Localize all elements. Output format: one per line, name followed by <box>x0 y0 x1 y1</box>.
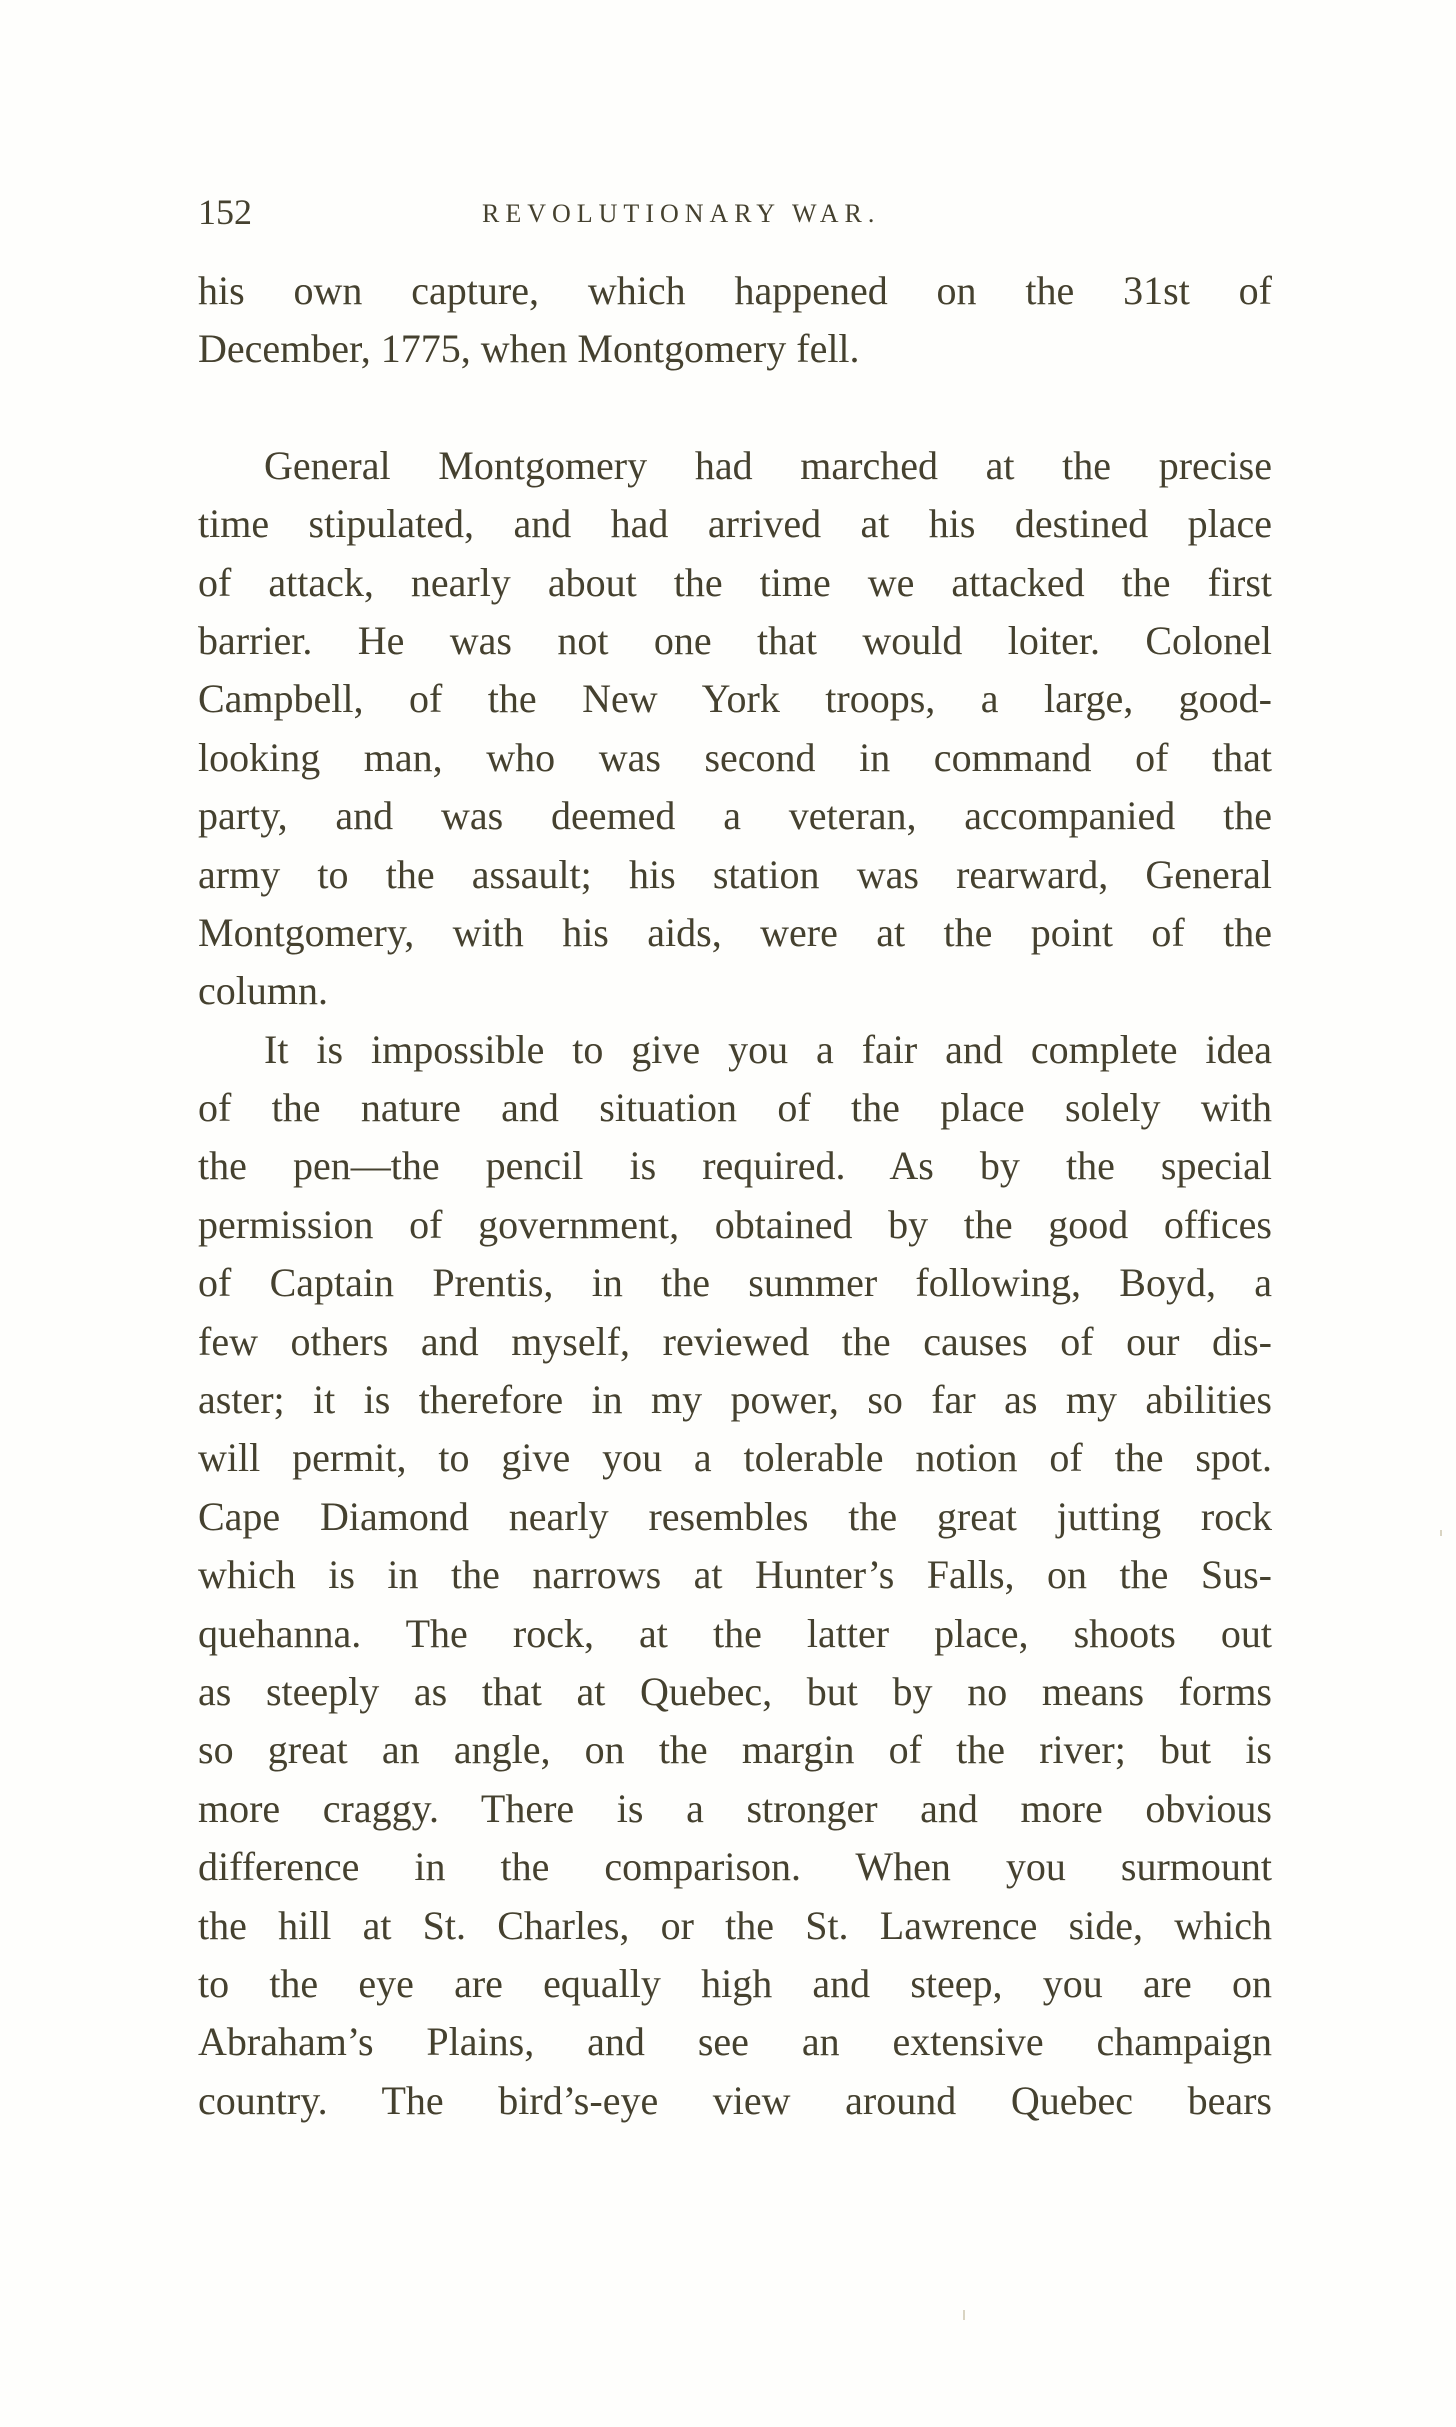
text-line: more craggy. There is a stronger and more obvious <box>198 1785 1272 1831</box>
text-line: army to the assault; his station was rearward, General <box>198 851 1272 897</box>
text-line: aster; it is therefore in my power, so far as my abilities <box>198 1377 1272 1423</box>
page-number: 152 <box>198 192 252 232</box>
text-line: It is impossible to give you a fair and complete idea <box>264 1026 1272 1072</box>
paragraph-gap <box>198 379 1272 437</box>
body-text <box>198 262 1272 2130</box>
text-line: permission of government, obtained by the good offices <box>198 1201 1272 1247</box>
text-line: Cape Diamond nearly resembles the great jutting rock <box>198 1493 1272 1539</box>
text-line: Campbell, of the New York troops, a large, good- <box>198 676 1272 722</box>
paper-fleck <box>963 2310 965 2320</box>
text-line: as steeply as that at Quebec, but by no means forms <box>198 1668 1272 1714</box>
text-line: Abraham’s Plains, and see an extensive champaign <box>198 2019 1272 2065</box>
text-line: party, and was deemed a veteran, accompanied the <box>198 793 1272 839</box>
running-title: REVOLUTIONARY WAR. <box>482 199 881 228</box>
text-line: column. <box>198 968 328 1014</box>
text-line: the hill at St. Charles, or the St. Lawrence side, which <box>198 1902 1272 1948</box>
text-line: few others and myself, reviewed the causes of our dis- <box>198 1318 1272 1364</box>
text-line: of the nature and situation of the place solely with <box>198 1085 1272 1131</box>
text-line: which is in the narrows at Hunter’s Falls, on the Sus- <box>198 1552 1272 1598</box>
text-line: General Montgomery had marched at the precise <box>264 442 1272 488</box>
text-line: will permit, to give you a tolerable notion of the spot. <box>198 1435 1272 1481</box>
text-line: December, 1775, when Montgomery fell. <box>198 326 860 372</box>
running-head <box>198 192 1272 232</box>
text-line: looking man, who was second in command of that <box>198 734 1272 780</box>
text-line: Montgomery, with his aids, were at the point of the <box>198 909 1272 955</box>
text-line: his own capture, which happened on the 31st of <box>198 268 1272 313</box>
text-line: barrier. He was not one that would loiter. Colonel <box>198 617 1272 663</box>
paper-fleck <box>1440 1530 1442 1536</box>
text-line: so great an angle, on the margin of the river; but is <box>198 1727 1272 1773</box>
text-line: time stipulated, and had arrived at his destined place <box>198 501 1272 547</box>
text-line: country. The bird’s-eye view around Quebec bears <box>198 2077 1272 2123</box>
text-line: to the eye are equally high and steep, you are on <box>198 1960 1272 2006</box>
text-line: of Captain Prentis, in the summer following, Boyd, a <box>198 1260 1272 1306</box>
text-line: the pen—the pencil is required. As by the special <box>198 1143 1272 1189</box>
text-line: of attack, nearly about the time we attacked the first <box>198 559 1272 605</box>
text-line: difference in the comparison. When you surmount <box>198 1844 1272 1890</box>
text-line: quehanna. The rock, at the latter place, shoots out <box>198 1610 1272 1656</box>
